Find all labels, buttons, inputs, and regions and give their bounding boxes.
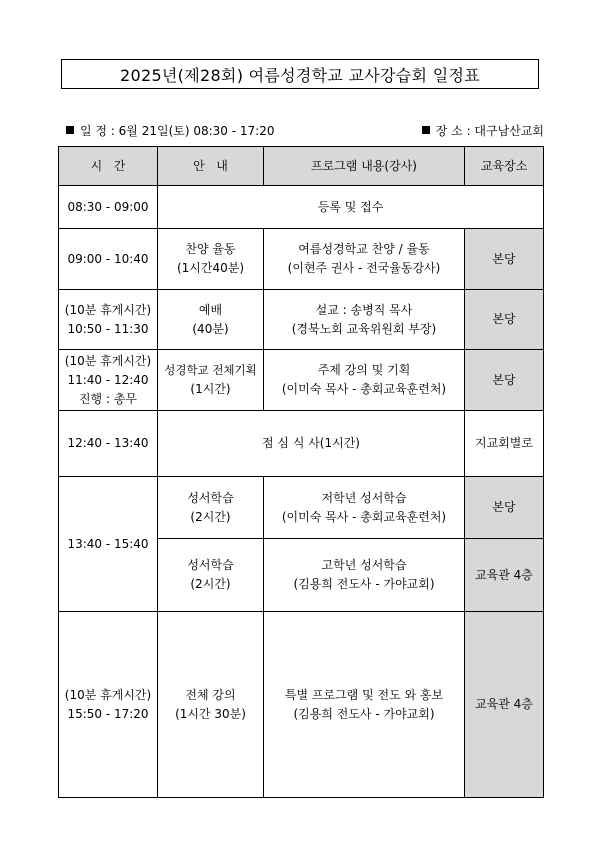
square-bullet-icon bbox=[66, 126, 74, 134]
time-cell: (10분 휴게시간) 15:50 - 17:20 bbox=[59, 612, 158, 798]
place-cell: 지교회별로 bbox=[465, 411, 544, 477]
page-title: 2025년(제28회) 여름성경학교 교사강습회 일정표 bbox=[61, 59, 539, 89]
time-cell: 12:40 - 13:40 bbox=[59, 411, 158, 477]
place-label: 장 소 : 대구남산교회 bbox=[435, 124, 544, 138]
table-row bbox=[59, 290, 544, 350]
program-cell: 고학년 성서학습 (김용희 전도사 - 가야교회) bbox=[264, 539, 465, 612]
guide-cell: 성서학습 (2시간) bbox=[158, 477, 264, 539]
table-row bbox=[59, 350, 544, 411]
place-cell: 교육관 4층 bbox=[465, 539, 544, 612]
guide-cell: 성서학습 (2시간) bbox=[158, 539, 264, 612]
guide-cell: 예배 (40분) bbox=[158, 290, 264, 350]
table-row bbox=[59, 229, 544, 290]
place-cell: 교육관 4층 bbox=[465, 612, 544, 798]
square-bullet-icon bbox=[422, 126, 430, 134]
place-info bbox=[422, 122, 544, 139]
guide-cell: 전체 강의 (1시간 30분) bbox=[158, 612, 264, 798]
time-cell: (10분 휴게시간) 10:50 - 11:30 bbox=[59, 290, 158, 350]
header-place: 교육장소 bbox=[465, 147, 544, 186]
table-row bbox=[59, 186, 544, 229]
guide-cell: 성경학교 전체기획 (1시간) bbox=[158, 350, 264, 411]
program-cell: 주제 강의 및 기획 (이미숙 목사 - 총회교육훈련처) bbox=[264, 350, 465, 411]
table-row bbox=[59, 612, 544, 798]
table-row bbox=[59, 411, 544, 477]
time-cell: (10분 휴게시간) 11:40 - 12:40 진행 : 총무 bbox=[59, 350, 158, 411]
table-row bbox=[59, 477, 544, 539]
program-cell: 여름성경학교 찬양 / 율동 (이현주 권사 - 전국율동강사) bbox=[264, 229, 465, 290]
place-cell: 본당 bbox=[465, 477, 544, 539]
program-cell: 저학년 성서학습 (이미숙 목사 - 총회교육훈련처) bbox=[264, 477, 465, 539]
program-cell: 특별 프로그램 및 전도 와 홍보 (김용희 전도사 - 가야교회) bbox=[264, 612, 465, 798]
header-program: 프로그램 내용(강사) bbox=[264, 147, 465, 186]
place-cell: 본당 bbox=[465, 350, 544, 411]
place-cell: 본당 bbox=[465, 290, 544, 350]
place-cell: 본당 bbox=[465, 229, 544, 290]
header-guide: 안 내 bbox=[158, 147, 264, 186]
time-cell: 08:30 - 09:00 bbox=[59, 186, 158, 229]
guide-cell: 찬양 율동 (1시간40분) bbox=[158, 229, 264, 290]
schedule-info bbox=[66, 122, 274, 139]
schedule-table bbox=[58, 146, 544, 798]
header-time: 시 간 bbox=[59, 147, 158, 186]
time-cell: 09:00 - 10:40 bbox=[59, 229, 158, 290]
merged-cell: 점 심 식 사(1시간) bbox=[158, 411, 465, 477]
schedule-label: 일 정 : 6월 21일(토) 08:30 - 17:20 bbox=[80, 124, 275, 138]
time-cell: 13:40 - 15:40 bbox=[59, 477, 158, 612]
program-cell: 설교 : 송병직 목사 (경북노회 교육위원회 부장) bbox=[264, 290, 465, 350]
table-header-row bbox=[59, 147, 544, 186]
merged-cell: 등록 및 접수 bbox=[158, 186, 544, 229]
